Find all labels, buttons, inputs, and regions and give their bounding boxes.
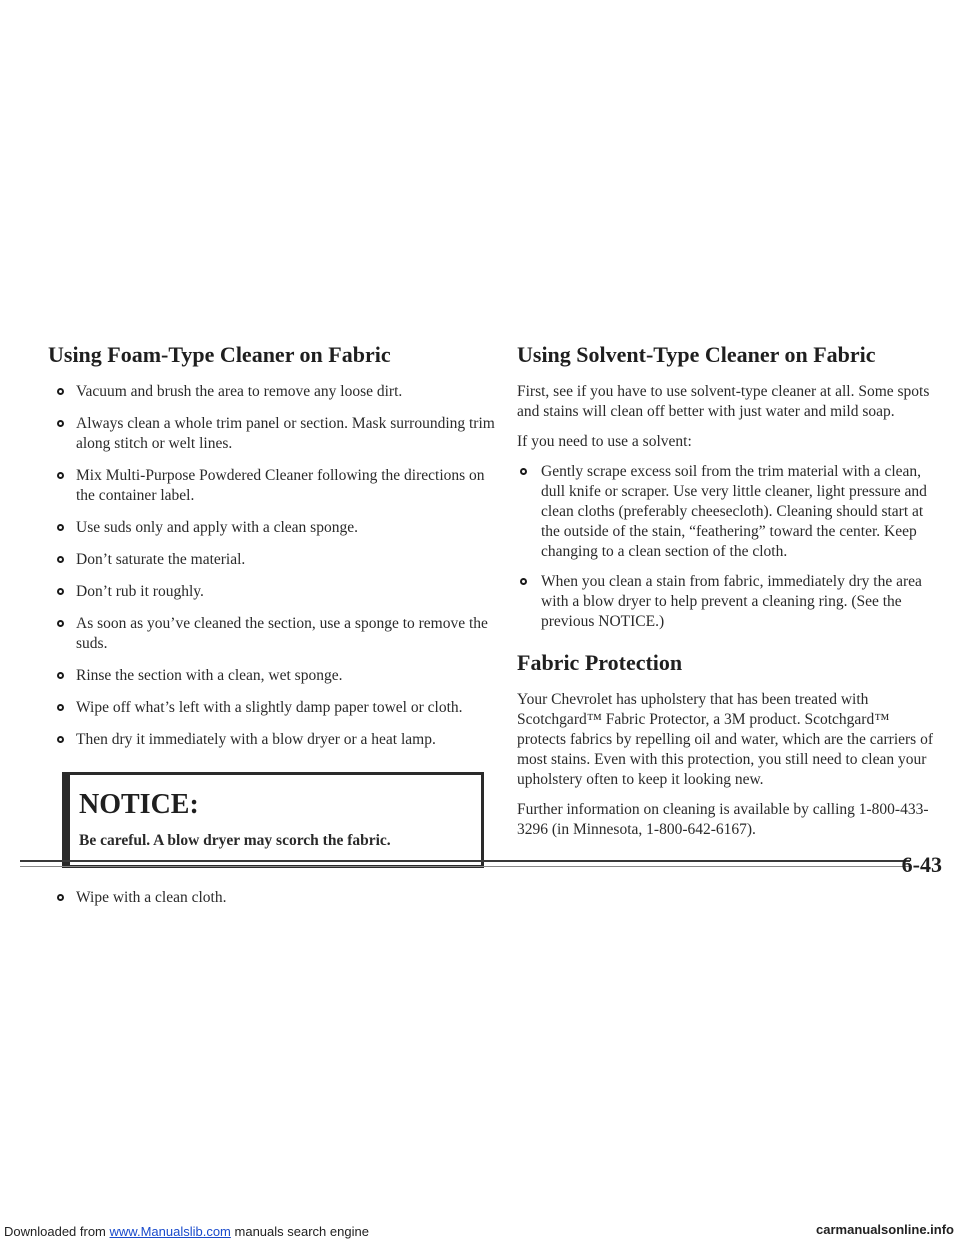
right-column [517, 340, 942, 850]
watermark: carmanualsonline.info [816, 1222, 954, 1237]
contact-paragraph: Further information on cleaning is available by calling 1-800-433-3296 (in Minnesota, 1-800-642-6167). [517, 801, 929, 838]
footer-rule [20, 860, 910, 862]
list-item: Always clean a whole trim panel or section. Mask surrounding trim along stitch or welt lines. [48, 414, 498, 454]
notice-box [62, 772, 484, 868]
bullet-icon [57, 620, 64, 627]
page-number: 6-43 [901, 852, 942, 877]
list-item: Don’t rub it roughly. [48, 582, 498, 602]
list-item: Vacuum and brush the area to remove any loose dirt. [48, 382, 498, 402]
bullet-icon [57, 420, 64, 427]
bullet-icon [57, 556, 64, 563]
list-item: When you clean a stain from fabric, immediately dry the area with a blow dryer to help prevent a cleaning ring. (See the previous NOTICE.) [517, 572, 942, 632]
footer-bar [0, 1222, 960, 1242]
foam-final-step [48, 888, 498, 908]
bullet-icon [57, 472, 64, 479]
foam-steps-list [48, 382, 498, 750]
bullet-icon [57, 588, 64, 595]
section-heading-protection: Fabric Protection [517, 650, 683, 675]
list-item: Gently scrape excess soil from the trim material with a clean, dull knife or scraper. Use very little cleaner, light pressure and clean cloths (preferably cheesecloth). Cleaning should start at the outside of the stain, “feathering” toward the center. Keep changing to a clean section of the cloth. [517, 462, 942, 562]
solvent-intro: First, see if you have to use solvent-type cleaner at all. Some spots and stains will clean off better with just water and mild soap. [517, 383, 930, 420]
bullet-icon [520, 578, 527, 585]
download-note: Downloaded from www.Manualslib.com manuals search engine [4, 1224, 369, 1239]
section-heading-solvent: Using Solvent-Type Cleaner on Fabric [517, 342, 876, 367]
bullet-icon [57, 736, 64, 743]
notice-text: Be careful. A blow dryer may scorch the fabric. [79, 832, 391, 849]
footer-rule [20, 866, 910, 867]
protection-paragraph: Your Chevrolet has upholstery that has been treated with Scotchgard™ Fabric Protector, a 3M product. Scotchgard™ protects fabrics by repelling oil and water, which are the carriers of most stains. Even with this protection, you still need to clean your upholstery often to keep it looking new. [517, 691, 933, 788]
list-item: Mix Multi-Purpose Powdered Cleaner following the directions on the container label. [48, 466, 498, 506]
bullet-icon [57, 672, 64, 679]
list-item: Rinse the section with a clean, wet sponge. [48, 666, 498, 686]
bullet-icon [520, 468, 527, 475]
list-item: Wipe off what’s left with a slightly damp paper towel or cloth. [48, 698, 498, 718]
section-heading-foam: Using Foam-Type Cleaner on Fabric [48, 342, 391, 367]
manualslib-link[interactable]: www.Manualslib.com [109, 1224, 231, 1239]
list-item: Wipe with a clean cloth. [48, 888, 498, 908]
solvent-steps-list [517, 462, 942, 632]
list-item: As soon as you’ve cleaned the section, use a sponge to remove the suds. [48, 614, 498, 654]
bullet-icon [57, 704, 64, 711]
bullet-icon [57, 894, 64, 901]
bullet-icon [57, 388, 64, 395]
notice-title: NOTICE: [79, 789, 199, 820]
list-item: Use suds only and apply with a clean sponge. [48, 518, 498, 538]
solvent-intro-2: If you need to use a solvent: [517, 433, 692, 450]
bullet-icon [57, 524, 64, 531]
list-item: Don’t saturate the material. [48, 550, 498, 570]
left-column [48, 340, 498, 920]
list-item: Then dry it immediately with a blow dryer or a heat lamp. [48, 730, 498, 750]
